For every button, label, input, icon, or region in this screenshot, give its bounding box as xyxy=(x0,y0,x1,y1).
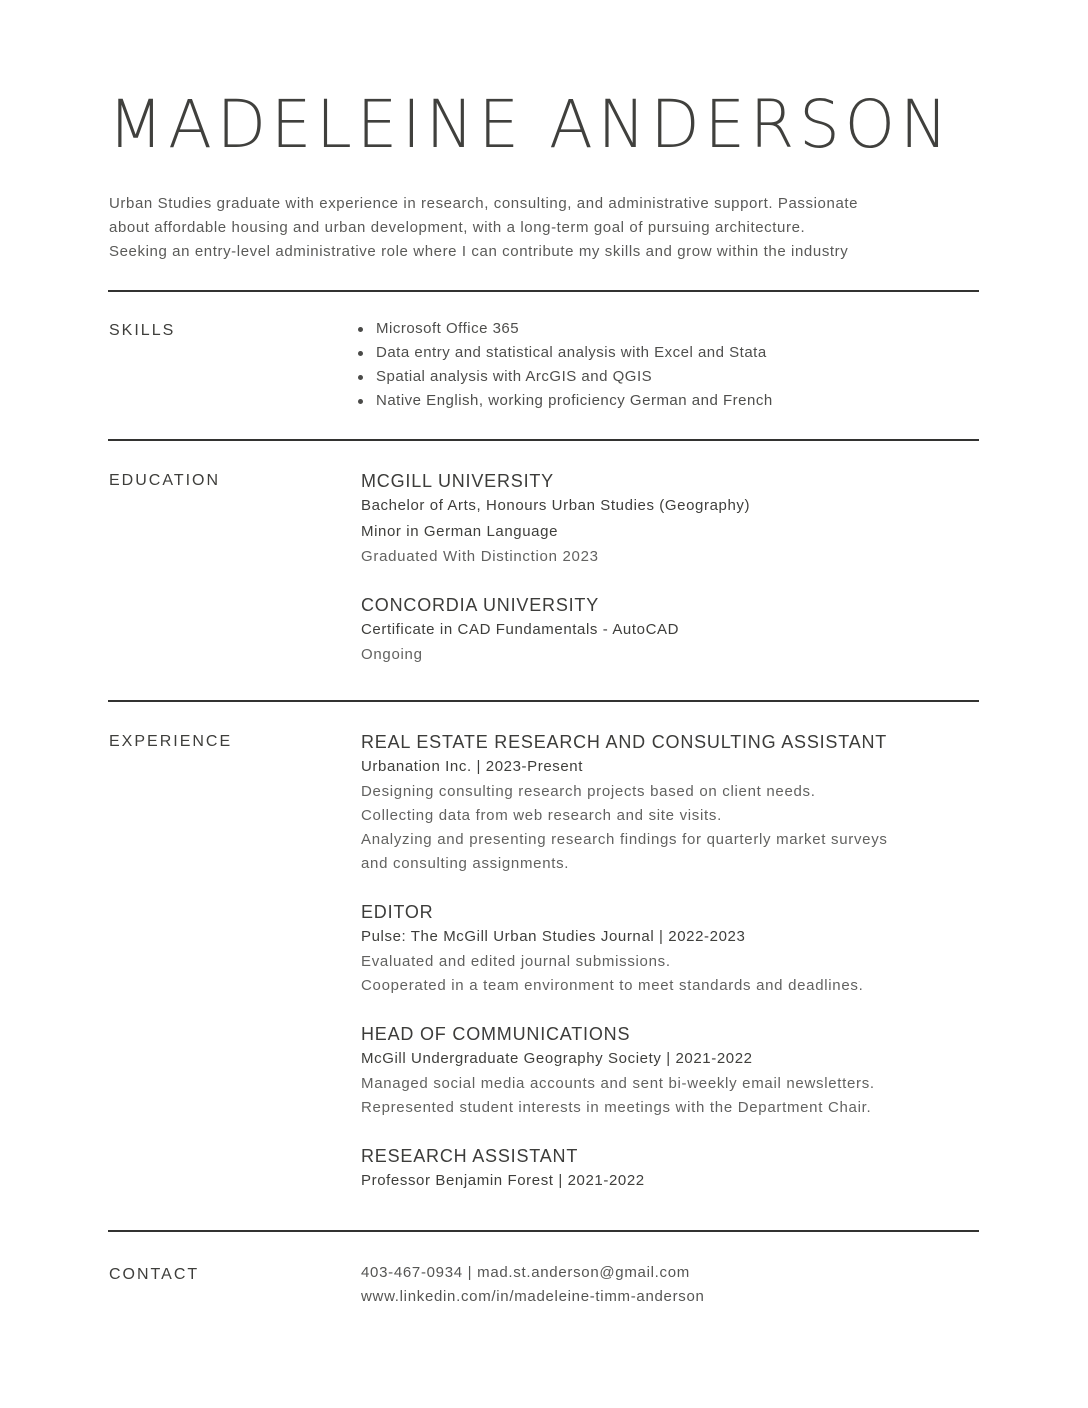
degree-detail: Certificate in CAD Fundamentals - AutoCAD xyxy=(361,621,680,638)
job-line: Managed social media accounts and sent bi-weekly email newsletters. xyxy=(361,1075,875,1092)
divider xyxy=(108,700,979,702)
experience-entry xyxy=(361,900,981,998)
contact-info xyxy=(361,1261,981,1309)
section-label-skills: SKILLS xyxy=(109,322,176,339)
school-name: MCGILL UNIVERSITY xyxy=(361,471,554,491)
skill-item: Native English, working proficiency German and French xyxy=(358,389,978,413)
job-org: McGill Undergraduate Geography Society | 2021-2022 xyxy=(361,1050,753,1067)
job-title: REAL ESTATE RESEARCH AND CONSULTING ASSISTANT xyxy=(361,732,888,752)
section-label-experience: EXPERIENCE xyxy=(109,733,233,750)
education-entry xyxy=(361,593,981,667)
divider xyxy=(108,1230,979,1232)
skill-item: Data entry and statistical analysis with Excel and Stata xyxy=(358,341,978,365)
degree-detail: Minor in German Language xyxy=(361,523,559,540)
school-name: CONCORDIA UNIVERSITY xyxy=(361,595,600,615)
experience-entry xyxy=(361,730,981,876)
job-title: EDITOR xyxy=(361,902,434,922)
skills-list xyxy=(358,317,978,413)
job-title: HEAD OF COMMUNICATIONS xyxy=(361,1024,631,1044)
job-title: RESEARCH ASSISTANT xyxy=(361,1146,579,1166)
job-line: Represented student interests in meetings with the Department Chair. xyxy=(361,1099,872,1116)
job-line: Analyzing and presenting research findings for quarterly market surveys xyxy=(361,831,888,848)
job-org: Urbanation Inc. | 2023-Present xyxy=(361,758,584,775)
education-note: Ongoing xyxy=(361,646,423,663)
divider xyxy=(108,439,979,441)
summary-line: Urban Studies graduate with experience in research, consulting, and administrative support. Passionate xyxy=(109,195,859,212)
skill-item: Microsoft Office 365 xyxy=(358,317,978,341)
linkedin-link[interactable]: www.linkedin.com/in/madeleine-timm-anderson xyxy=(361,1288,705,1305)
summary-line: Seeking an entry-level administrative role where I can contribute my skills and grow within the industry xyxy=(109,243,849,260)
job-line: Designing consulting research projects based on client needs. xyxy=(361,783,816,800)
phone-email[interactable]: 403-467-0934 | mad.st.anderson@gmail.com xyxy=(361,1264,690,1281)
job-line: Evaluated and edited journal submissions. xyxy=(361,953,671,970)
job-line: Cooperated in a team environment to meet standards and deadlines. xyxy=(361,977,864,994)
candidate-name: MADELEINE ANDERSON xyxy=(108,86,953,163)
experience-list xyxy=(361,730,981,1218)
section-label-contact: CONTACT xyxy=(109,1266,200,1283)
section-label-education: EDUCATION xyxy=(109,472,221,489)
experience-entry xyxy=(361,1144,981,1194)
job-line: and consulting assignments. xyxy=(361,855,570,872)
education-note: Graduated With Distinction 2023 xyxy=(361,548,599,565)
job-org: Professor Benjamin Forest | 2021-2022 xyxy=(361,1172,645,1189)
degree-detail: Bachelor of Arts, Honours Urban Studies (Geography) xyxy=(361,497,751,514)
education-list xyxy=(361,469,981,691)
education-entry xyxy=(361,469,981,569)
summary xyxy=(109,192,989,264)
experience-entry xyxy=(361,1022,981,1120)
skill-item: Spatial analysis with ArcGIS and QGIS xyxy=(358,365,978,389)
divider xyxy=(108,290,979,292)
summary-line: about affordable housing and urban development, with a long-term goal of pursuing architecture. xyxy=(109,219,806,236)
job-line: Collecting data from web research and site visits. xyxy=(361,807,722,824)
job-org: Pulse: The McGill Urban Studies Journal | 2022-2023 xyxy=(361,928,746,945)
